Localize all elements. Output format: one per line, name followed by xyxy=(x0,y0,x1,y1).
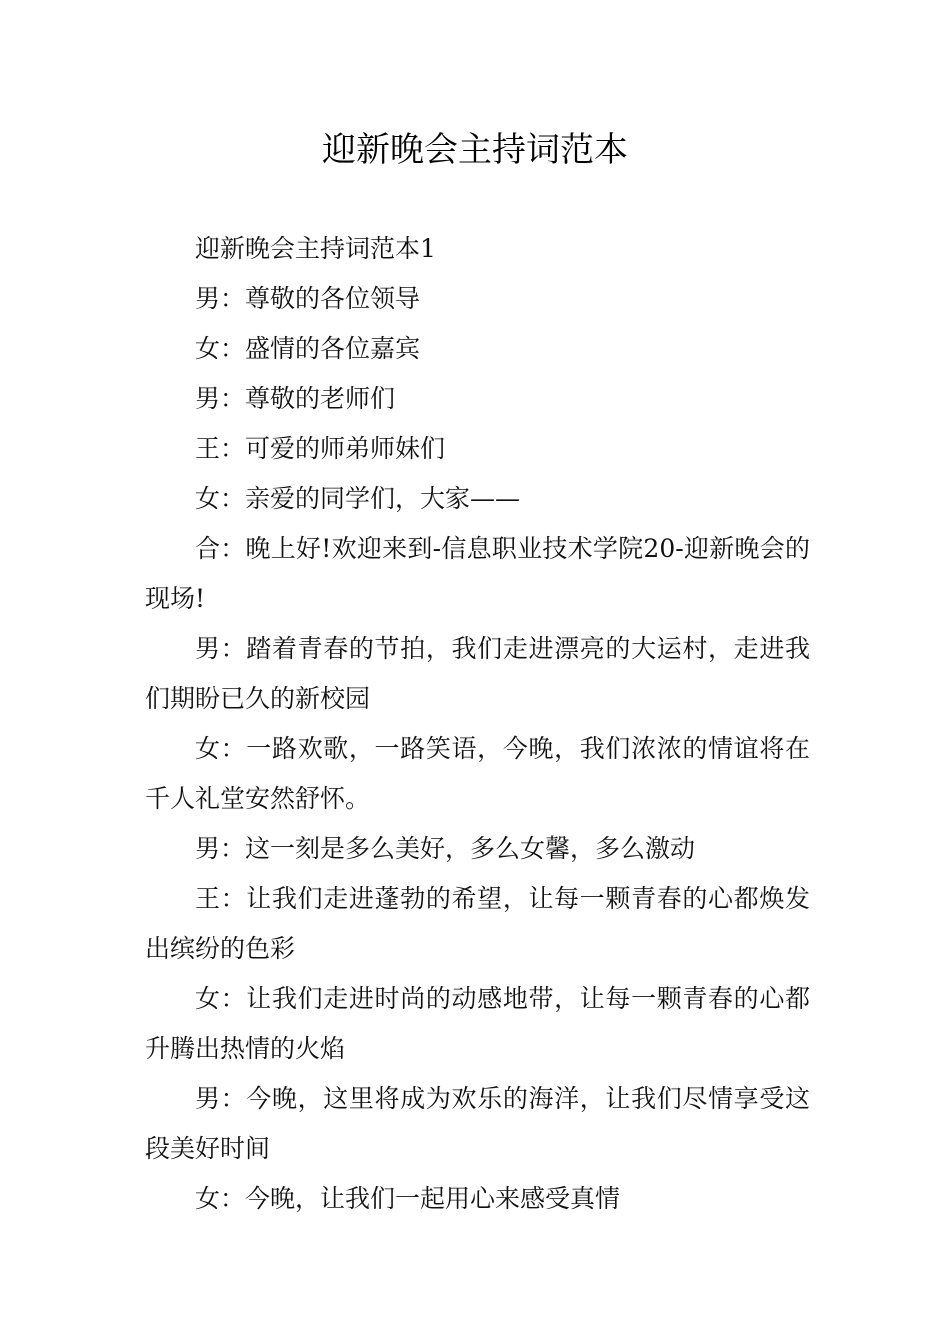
paragraph: 王：可爱的师弟师妹们 xyxy=(195,434,446,463)
paragraph: 男：这一刻是多么美好，多么女馨，多么激动 xyxy=(195,834,696,863)
document-title: 迎新晚会主持词范本 xyxy=(322,130,628,170)
paragraph: 男：尊敬的各位领导 xyxy=(195,284,421,313)
paragraph: 男：尊敬的老师们 xyxy=(195,384,396,413)
paragraph: 合：晚上好!欢迎来到-信息职业技术学院20-迎新晚会的现场! xyxy=(145,534,810,613)
paragraph: 女：盛情的各位嘉宾 xyxy=(195,334,421,363)
document-body xyxy=(145,224,810,1224)
paragraph: 女：让我们走进时尚的动感地带，让每一颗青春的心都升腾出热情的火焰 xyxy=(145,984,810,1063)
paragraph-heading: 迎新晚会主持词范本1 xyxy=(195,234,436,263)
paragraph: 女：今晚，让我们一起用心来感受真情 xyxy=(195,1184,621,1213)
paragraph: 男：今晚，这里将成为欢乐的海洋，让我们尽情享受这段美好时间 xyxy=(145,1084,810,1163)
paragraph: 女：亲爱的同学们，大家—— xyxy=(195,484,521,513)
paragraph: 女：一路欢歌，一路笑语，今晚，我们浓浓的情谊将在千人礼堂安然舒怀。 xyxy=(145,734,810,813)
paragraph: 王：让我们走进蓬勃的希望，让每一颗青春的心都焕发出缤纷的色彩 xyxy=(145,884,810,963)
paragraph: 男：踏着青春的节拍，我们走进漂亮的大运村，走进我们期盼已久的新校园 xyxy=(145,634,810,713)
